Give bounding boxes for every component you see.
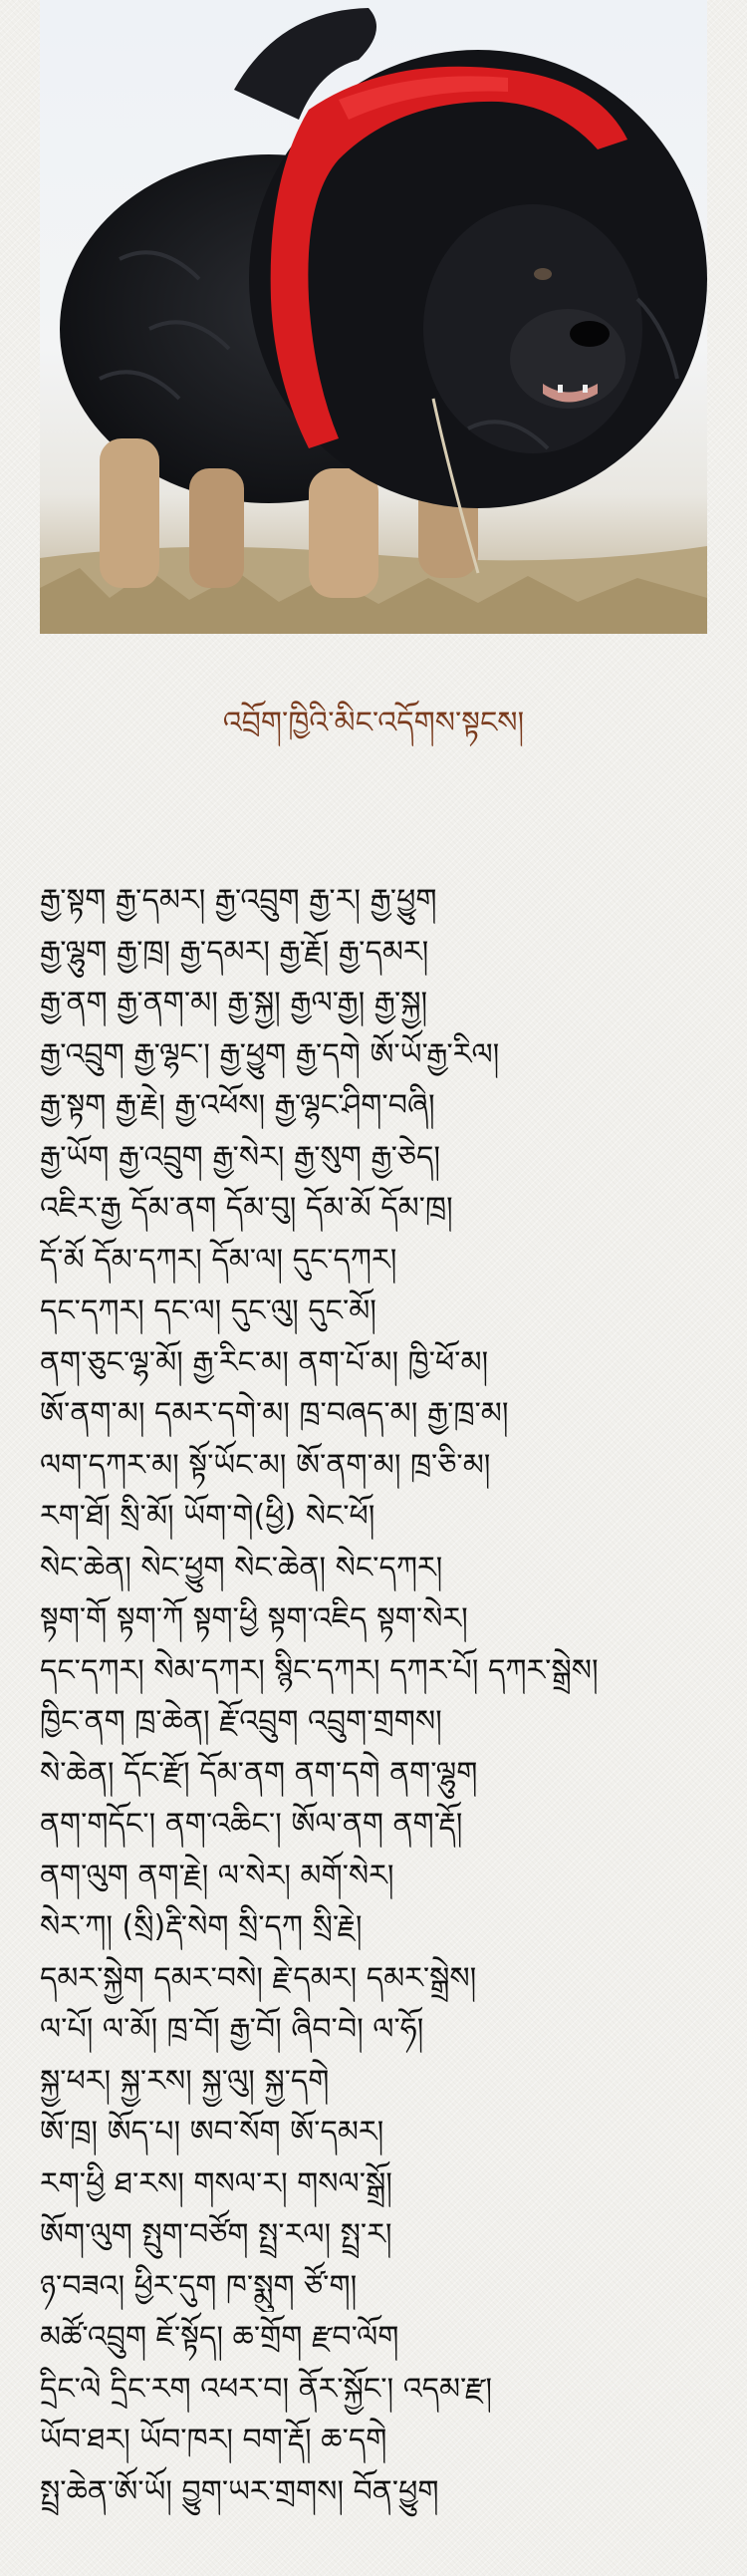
name-list-line: རྒྱ་སྟག རྒྱ་རྗེ། རྒྱ་འཕོས། རྒྱ་ལྷང་ཤིག་བཞི། <box>40 1088 435 1123</box>
name-list-line: སེར་ཀ། (སྲི)རྡི་སེག སྲི་དཀ སྲི་རྗེ། <box>40 1909 363 1944</box>
name-list-line: སྟག་གོ སྟག་ཀོ སྟག་ཕྱི སྟག་འཇིད སྟག་སེར། <box>40 1601 468 1636</box>
mastiff-tooth <box>558 385 563 393</box>
name-list-line: རྒྱ་འབྲུག རྒྱ་ལྷང་། རྒྱ་ཕྱུག རྒྱ་དགེ ཨོ་ཡོ་རྒྱ་རིལ། <box>40 1036 500 1072</box>
name-list-line: དང་དཀར། སེམ་དཀར། སྙིང་དཀར། དཀར་པོ། དཀར་སྒྲེས། <box>40 1652 599 1688</box>
mastiff-eye <box>534 268 552 280</box>
name-list-line: ལ་པོ། ལ་མོ། ཁྲ་བོ། རྒྱ་བོ། ཞིབ་བེ། ལ་ཧོ། <box>40 2012 424 2047</box>
name-list-line: སེ་ཆེན། དོང་རྫོ། དོམ་ནག ནག་དགེ ནག་ལྷུག <box>40 1755 478 1791</box>
mastiff-leg-front-right <box>309 468 378 598</box>
name-list-line: ནག་ཅུང་ལྷ་མོ། རྒྱ་རིང་མ། ནག་པོ་མ། ཁྱི་ཕོ་མ། <box>40 1344 489 1380</box>
mastiff-leg-front-left <box>100 438 159 588</box>
name-list-line: ཡོབ་ཐར། ཡོབ་ཁར། བག་རྡོ། ཆ་དགེ <box>40 2423 387 2457</box>
name-list-line: ནག་ལུག ནག་རྗེ། ལ་སེར། མགོ་སེར། <box>40 1858 394 1893</box>
mastiff-tooth <box>583 385 588 393</box>
name-list-line: དམར་སྐྱེག དམར་བསེ། རྗེ་དམར། དམར་སྒྲེས། <box>40 1960 477 1996</box>
mastiff-leg-back <box>189 468 244 588</box>
name-list-line: འཇིར་རྒྱ དོམ་ནག དོམ་བུ། དོམ་མོ དོམ་ཁྲ། <box>40 1191 453 1226</box>
name-list-line: སྤྲ་ཆེན་ཨོ་ཡོ། བྱུག་ཡར་གྲགས། བོན་ཕྱུག <box>40 2473 439 2509</box>
name-list-line: སྐྱ་ཕར། སྐྱ་རས། སྐྱ་ལུ། སྐྱ་དགེ <box>40 2063 330 2099</box>
name-list-line: ཨོ་ཁྲ། ཨོད་པ། ཨབ་སོག ཨོ་དམར། <box>40 2115 384 2149</box>
name-list-line: ལག་དཀར་མ། སྟོ་ཡོང་མ། ཨོ་ནག་མ། ཁྲ་ཅི་མ། <box>40 1447 491 1483</box>
name-list-line: ཉ་བཟའ། ཕྱིར་དུག ཁ་སྨུག ཙོ་ག། <box>40 2268 358 2304</box>
name-list-line: དོ་མོ དོམ་དཀར། དོམ་ལ། དུང་དཀར། <box>40 1242 397 1278</box>
name-list-line: དང་དཀར། དང་ལ། དུང་ལུ། དུང་མོ། <box>40 1293 376 1328</box>
mastiff-illustration <box>40 0 707 634</box>
name-list-line: རྒྱ་ཡོག རྒྱ་འབྲུག རྒྱ་སེར། རྒྱ་སུག རྒྱ་ཅེད། <box>40 1139 441 1175</box>
name-list-line: རག་ཐོ། སྲི་མོ། ཡོག་གེ(ཕྱི) སེང་ཕོ། <box>40 1499 375 1534</box>
page-title: འབྲོག་ཁྱིའི་མིང་འདོགས་སྟངས། <box>222 706 525 740</box>
name-list-line: རྒྱ་ལྷུག རྒྱ་ཁྲ། རྒྱ་དམར། རྒྱ་རྗོ། རྒྱ་དམར། <box>40 934 429 970</box>
name-list-line: ནག་གདོང་། ནག་འཆིང་། ཨོལ་ནག ནག་རྡོ། <box>40 1807 463 1842</box>
name-list-line: ཁྱིང་ནག ཁྲ་ཆེན། རྗོ་འབྲུག འབྲུག་གྲགས། <box>40 1704 442 1739</box>
name-list-line: ཨོ་ནག་མ། དམར་དགེ་མ། ཁྲ་བཞད་མ། རྒྱ་ཁྲ་མ། <box>40 1396 509 1431</box>
name-list <box>40 875 727 2517</box>
name-list-line: སེང་ཆེན། སེང་ཕྱུག སེང་ཆེན། སེང་དཀར། <box>40 1550 443 1585</box>
mastiff-nose <box>570 321 610 347</box>
name-list-line: རྒྱ་སྟག རྒྱ་དམར། རྒྱ་འབྲུག རྒྱ་ར། རྒྱ་ཕྱུག <box>40 883 437 918</box>
mastiff-photo <box>40 0 707 634</box>
name-list-line: དྲིང་ལེ དྲིང་རག འཕར་བ། ནོར་སྐྱོང་། འདམ་རྫ། <box>40 2371 492 2407</box>
name-list-line: མཚོ་འབྲུག ཇོ་སྟོད། ཆ་གྲོག རྫབ་ལོག <box>40 2320 399 2355</box>
name-list-line: རག་ཕྱི ཐ་རས། གསལ་ར། གསལ་སྒྲོ། <box>40 2165 392 2201</box>
name-list-line: རྒྱ་ནག རྒྱ་ནག་མ། རྒྱ་སྐྱ། རྒྱལ་རྒྱ། རྒྱ་སྐྱ། <box>40 986 428 1020</box>
name-list-line: ཨོག་ལུག སྤུག་བཙོག སྤྲ་རལ། སྤྲ་ར། <box>40 2217 392 2252</box>
